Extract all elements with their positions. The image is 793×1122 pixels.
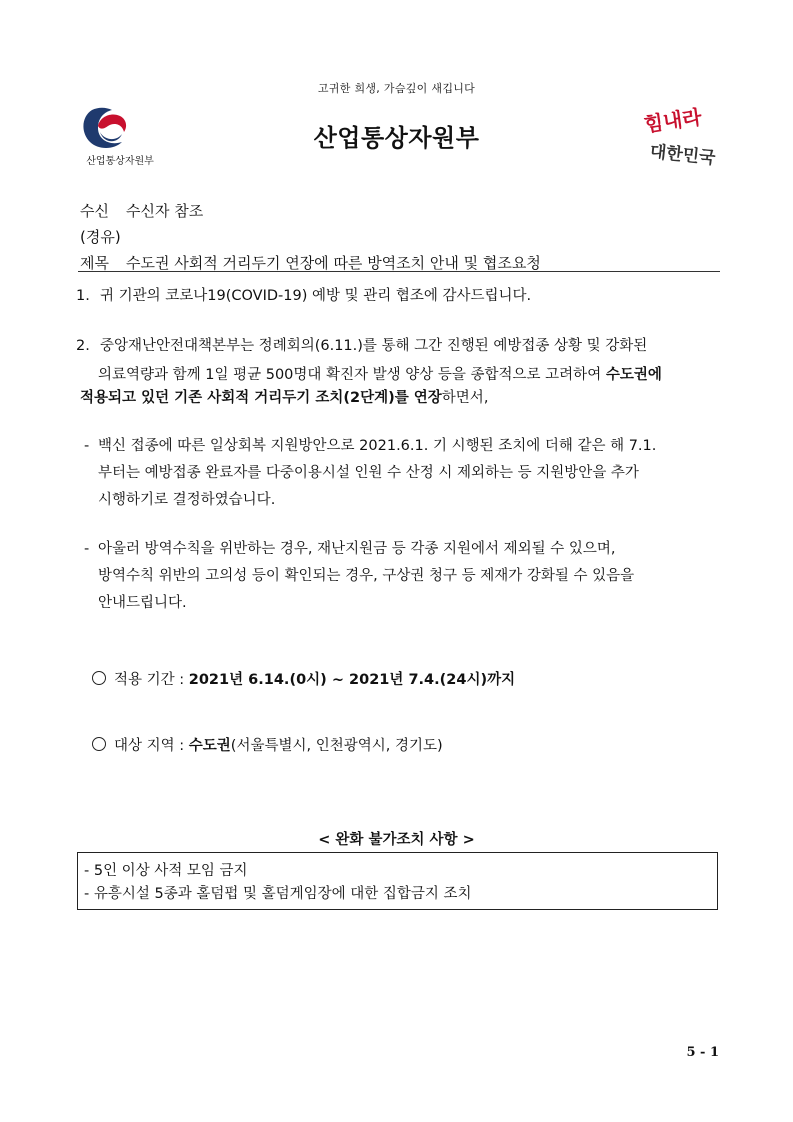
- paragraph-2-number: 2.: [76, 338, 90, 354]
- dash-item-1-line-1: 백신 접종에 따른 일상회복 지원방안으로 2021.6.1. 기 시행된 조치에 더해 같은 해 7.1.: [98, 438, 657, 454]
- dash-item-2-bullet: -: [84, 541, 90, 557]
- dash-item-2-line-3: 안내드립니다.: [98, 595, 187, 611]
- slogan-calligraphy: [640, 98, 716, 172]
- logo-caption: 산업통상자원부: [86, 156, 154, 167]
- subject-row: [80, 252, 541, 273]
- header-divider: [78, 271, 720, 272]
- circle-bullet-icon: [92, 737, 106, 751]
- recipient-row: [80, 200, 203, 221]
- recipient-label: 수신: [80, 202, 109, 220]
- motto: 고귀한 희생, 가슴깊이 새깁니다: [317, 82, 476, 95]
- recipient-value: 수신자 참조: [126, 202, 204, 220]
- region-value: (서울특별시, 인천광역시, 경기도): [230, 738, 443, 754]
- dash-item-1-line-2: 부터는 예방접종 완료자를 다중이용시설 인원 수 산정 시 제외하는 등 지원방안을 추가: [98, 465, 639, 481]
- paragraph-2-line-2-text: 의료역량과 함께 1일 평균 500명대 확진자 발생 양상 등을 종합적으로 고려하여: [98, 367, 606, 383]
- region-label: 대상 지역 :: [114, 738, 185, 754]
- region-value-bold: 수도권: [188, 738, 231, 754]
- paragraph-2-emphasis-1: 수도권에: [605, 367, 662, 383]
- restriction-box: [77, 852, 718, 910]
- restriction-item-1: - 5인 이상 사적 모임 금지: [84, 863, 248, 879]
- dash-item-1-line-3: 시행하기로 결정하였습니다.: [98, 492, 276, 508]
- paragraph-2-emphasis-2: 적용되고 있던 기존 사회적 거리두기 조치(2단계)를 연장: [80, 390, 442, 406]
- subject-label: 제목: [80, 254, 109, 272]
- dash-item-2-line-1: 아울러 방역수칙을 위반하는 경우, 재난지원금 등 각종 지원에서 제외될 수 있으며,: [98, 541, 616, 557]
- restriction-item-2: - 유흥시설 5종과 홀덤펍 및 홀덤게임장에 대한 집합금지 조치: [84, 886, 472, 902]
- via-row: [80, 226, 121, 247]
- slogan-line-2: 대한민국: [648, 141, 716, 169]
- dash-item-1-bullet: -: [84, 438, 90, 454]
- circle-bullet-icon: [92, 671, 106, 685]
- paragraph-1-number: 1.: [76, 288, 90, 304]
- dash-item-2-line-2: 방역수칙 위반의 고의성 등이 확인되는 경우, 구상권 청구 등 제재가 강화될 수 있음을: [98, 568, 635, 584]
- paragraph-1: [76, 282, 720, 311]
- ministry-title: 산업통상자원부: [313, 124, 480, 152]
- period-label: 적용 기간 :: [114, 672, 185, 688]
- paragraph-2-line-1: 중앙재난안전대책본부는 정례회의(6.11.)를 통해 그간 진행된 예방접종 상황 및 강화된: [100, 338, 648, 354]
- paragraph-1-text: 귀 기관의 코로나19(COVID-19) 예방 및 관리 협조에 감사드립니다.: [100, 288, 532, 304]
- region-row: [92, 734, 443, 755]
- dash-item-1: [84, 432, 728, 461]
- dash-item-2: [84, 535, 728, 564]
- period-value: 2021년 6.14.(0시) ~ 2021년 7.4.(24시)까지: [188, 672, 516, 688]
- page-number: 5 - 1: [686, 1045, 719, 1060]
- via-label: (경유): [80, 228, 121, 246]
- slogan-line-1: 힘내라: [642, 104, 704, 137]
- restriction-box-title: < 완화 불가조치 사항 >: [318, 832, 475, 848]
- paragraph-2: [76, 332, 720, 361]
- paragraph-2-line-3: [80, 384, 488, 413]
- subject-value: 수도권 사회적 거리두기 연장에 따른 방역조치 안내 및 협조요청: [126, 254, 541, 272]
- paragraph-2-line-3-text: 하면서,: [441, 390, 489, 406]
- period-row: [92, 668, 515, 689]
